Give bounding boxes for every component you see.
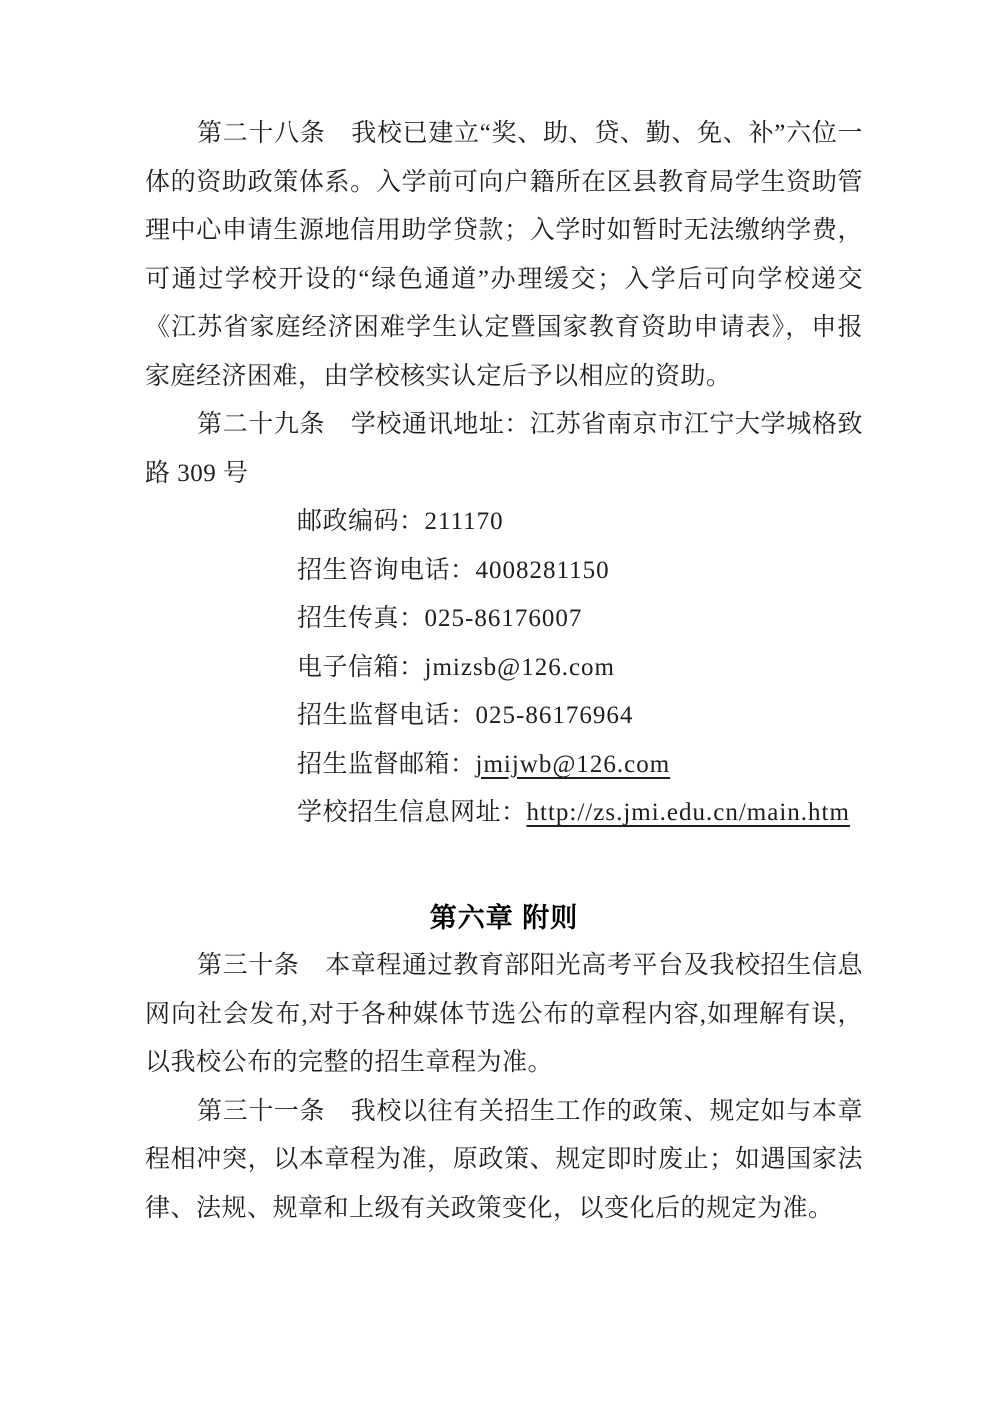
- contact-label: 邮政编码：: [297, 508, 425, 535]
- contact-label: 招生监督邮箱：: [297, 750, 476, 778]
- paragraph-article-30: 第三十条 本章程通过教育部阳光高考平台及我校招生信息网向社会发布,对于各种媒体节选公布的章程内容,如理解有误，以我校公布的完整的招生章程为准。: [145, 952, 863, 1076]
- contact-line-supervision-email: [145, 741, 863, 790]
- supervision-email-link[interactable]: jmijwb@126.com: [475, 750, 671, 778]
- contact-line-fax: [145, 595, 863, 644]
- contact-value: 025-86176007: [424, 605, 583, 632]
- admission-website-link[interactable]: http://zs.jmi.edu.cn/main.htm: [526, 799, 850, 826]
- contact-line-email: [145, 644, 863, 693]
- contact-value: 211170: [424, 508, 504, 535]
- paragraph-article-31: 第三十一条 我校以往有关招生工作的政策、规定如与本章程相冲突，以本章程为准，原政策、规定即时废止；如遇国家法律、法规、规章和上级有关政策变化，以变化后的规定为准。: [145, 1097, 863, 1222]
- contact-value: jmizsb@126.com: [424, 653, 615, 681]
- contact-line-postal-code: [145, 498, 863, 547]
- paragraph-article-29: 第二十九条 学校通讯地址：江苏省南京市江宁大学城格致路 309 号: [145, 411, 863, 487]
- contact-info-block: [145, 498, 863, 838]
- contact-value: 025-86176964: [475, 702, 634, 729]
- document-content: [145, 110, 863, 1233]
- contact-line-admission-phone: [145, 547, 863, 596]
- contact-value: 4008281150: [475, 556, 610, 584]
- contact-line-supervision-phone: [145, 692, 863, 741]
- contact-label: 招生传真：: [297, 605, 425, 632]
- paragraph-article-28: 第二十八条 我校已建立“奖、助、贷、勤、免、补”六位一体的资助政策体系。入学前可向户籍所在区县教育局学生资助管理中心申请生源地信用助学贷款；入学时如暂时无法缴纳学费，可通过学校开设的“绿色通道”办理缓交；入学后可向学校递交《江苏省家庭经济困难学生认定暨国家教育资助申请表》，申报家庭经济困难，由学校核实认定后予以相应的资助。: [145, 120, 863, 390]
- contact-label: 学校招生信息网址：: [297, 799, 527, 826]
- contact-label: 电子信箱：: [297, 653, 425, 681]
- chapter-heading: 第六章 附则: [429, 902, 579, 933]
- contact-line-website: [145, 789, 863, 838]
- contact-label: 招生咨询电话：: [297, 556, 476, 584]
- contact-label: 招生监督电话：: [297, 702, 476, 729]
